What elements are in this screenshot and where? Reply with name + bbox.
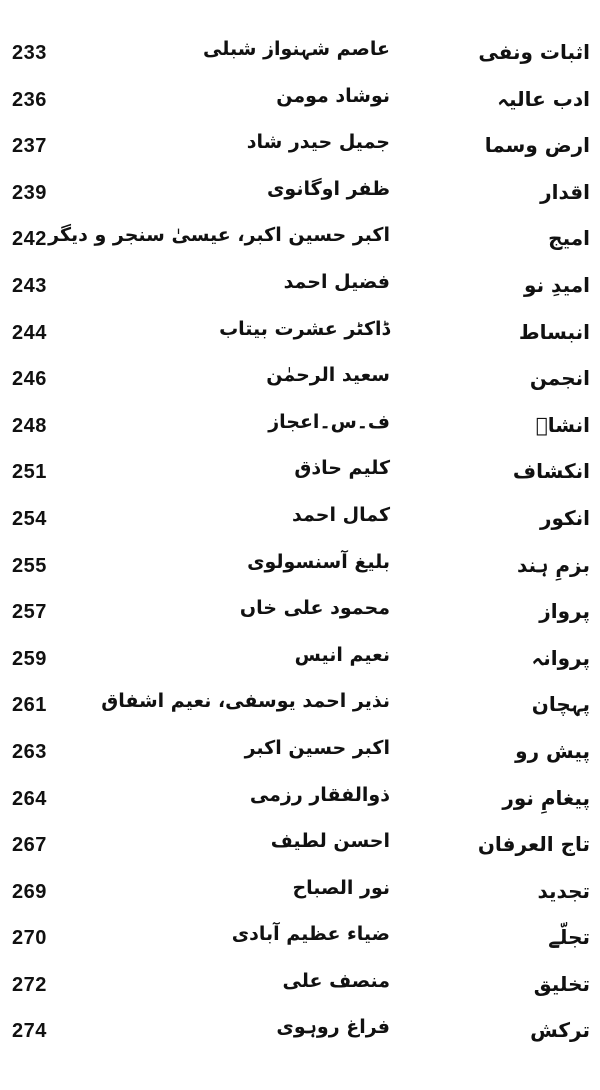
page-number: 257: [12, 601, 47, 624]
page-number: 237: [12, 135, 47, 158]
author-name: ضیاء عظیم آبادی: [231, 923, 390, 946]
page-number: 242: [12, 228, 47, 251]
publication-title: امیج: [548, 226, 590, 251]
author-name: کلیم حاذق: [294, 457, 390, 480]
page-number: 233: [12, 42, 47, 64]
author-name: ف۔س۔اعجاز: [268, 410, 390, 433]
publication-title: ارض وسما: [484, 133, 590, 158]
index-row: [0, 172, 600, 219]
publication-title: امیدِ نو: [524, 272, 590, 297]
publication-title: ادب عالیہ: [497, 86, 590, 111]
publication-title: پہچان: [531, 692, 590, 717]
page-number: 239: [12, 181, 47, 204]
author-name: اکبر حسین اکبر: [244, 736, 390, 759]
publication-title: پیش رو: [515, 738, 590, 763]
page-number: 255: [12, 554, 47, 577]
author-name: نوشاد مومن: [276, 84, 390, 107]
publication-title: تجلّے: [548, 925, 590, 950]
page-number: 244: [12, 321, 47, 344]
author-name: عاصم شہنواز شبلی: [203, 38, 390, 60]
page-number: 272: [12, 973, 47, 996]
publication-title: تاج العرفان: [477, 832, 590, 857]
index-row: [0, 591, 600, 638]
page-number: 264: [12, 787, 47, 810]
publication-title: بزمِ ہند: [516, 552, 590, 577]
index-row: [0, 871, 600, 918]
page-number: 236: [12, 88, 47, 111]
index-row: [0, 684, 600, 731]
author-name: نور الصباح: [292, 876, 390, 899]
publication-title: انبساط: [518, 319, 590, 344]
publication-title: انکور: [539, 505, 590, 530]
author-name: کمال احمد: [292, 503, 390, 526]
index-row: [0, 917, 600, 964]
index-row: [0, 79, 600, 126]
publication-title: انجمن: [529, 366, 590, 391]
author-name: فراغ روہوی: [276, 1016, 390, 1039]
page-number: 248: [12, 414, 47, 437]
index-row: [0, 265, 600, 312]
author-name: محمود علی خاں: [239, 597, 390, 620]
index-row: [0, 125, 600, 172]
page-number: 261: [12, 694, 47, 717]
author-name: بلیغ آسنسولوی: [247, 550, 390, 573]
index-row: [0, 451, 600, 498]
author-name: ڈاکٹر عشرت بیتاب: [219, 317, 390, 340]
index-row: [0, 731, 600, 778]
page-number: 251: [12, 461, 47, 484]
author-name: احسن لطیف: [270, 830, 390, 853]
publication-title: پروانہ: [531, 645, 590, 670]
index-row: [0, 358, 600, 405]
index-row: [0, 32, 600, 79]
publication-title: پیغامِ نور: [502, 785, 590, 810]
index-row: [0, 405, 600, 452]
page-number: 269: [12, 880, 47, 903]
publication-title: پرواز: [539, 599, 590, 624]
page-number: 243: [12, 274, 47, 297]
index-row: [0, 824, 600, 871]
publication-title: اقدار: [540, 179, 590, 204]
page-number: 267: [12, 834, 47, 857]
publication-title: ترکش: [530, 1018, 590, 1043]
publication-title: تجدید: [537, 878, 590, 903]
page-number: 274: [12, 1020, 47, 1043]
index-row: [0, 545, 600, 592]
index-row: [0, 498, 600, 545]
publication-title: انشاؔ: [535, 412, 590, 437]
page-number: 270: [12, 927, 47, 950]
page-number: 263: [12, 740, 47, 763]
page-number: 254: [12, 507, 47, 530]
author-name: سعید الرحمٰن: [266, 364, 390, 387]
index-row: [0, 964, 600, 1011]
index-row: [0, 778, 600, 825]
publication-title: تخلیق: [533, 971, 590, 996]
index-row: [0, 218, 600, 265]
author-name: جمیل حیدر شاد: [246, 131, 390, 154]
page-number: 246: [12, 368, 47, 391]
author-name: نذیر احمد یوسفی، نعیم اشفاق: [101, 690, 390, 713]
author-name: ظفر اوگانوی: [267, 177, 390, 200]
author-name: فضیل احمد: [283, 270, 390, 293]
author-name: نعیم انیس: [294, 643, 390, 666]
publication-title: اثبات ونفی: [478, 40, 590, 64]
author-name: ذوالفقار رزمی: [249, 783, 390, 806]
author-name: اکبر حسین اکبر، عیسیٰ سنجر و دیگر: [48, 224, 390, 247]
author-name: منصف علی: [282, 969, 390, 992]
publication-title: انکشاف: [512, 459, 590, 484]
index-row: [0, 638, 600, 685]
index-list: [0, 32, 600, 1057]
index-row: [0, 312, 600, 359]
index-row: [0, 1010, 600, 1057]
page-number: 259: [12, 647, 47, 670]
